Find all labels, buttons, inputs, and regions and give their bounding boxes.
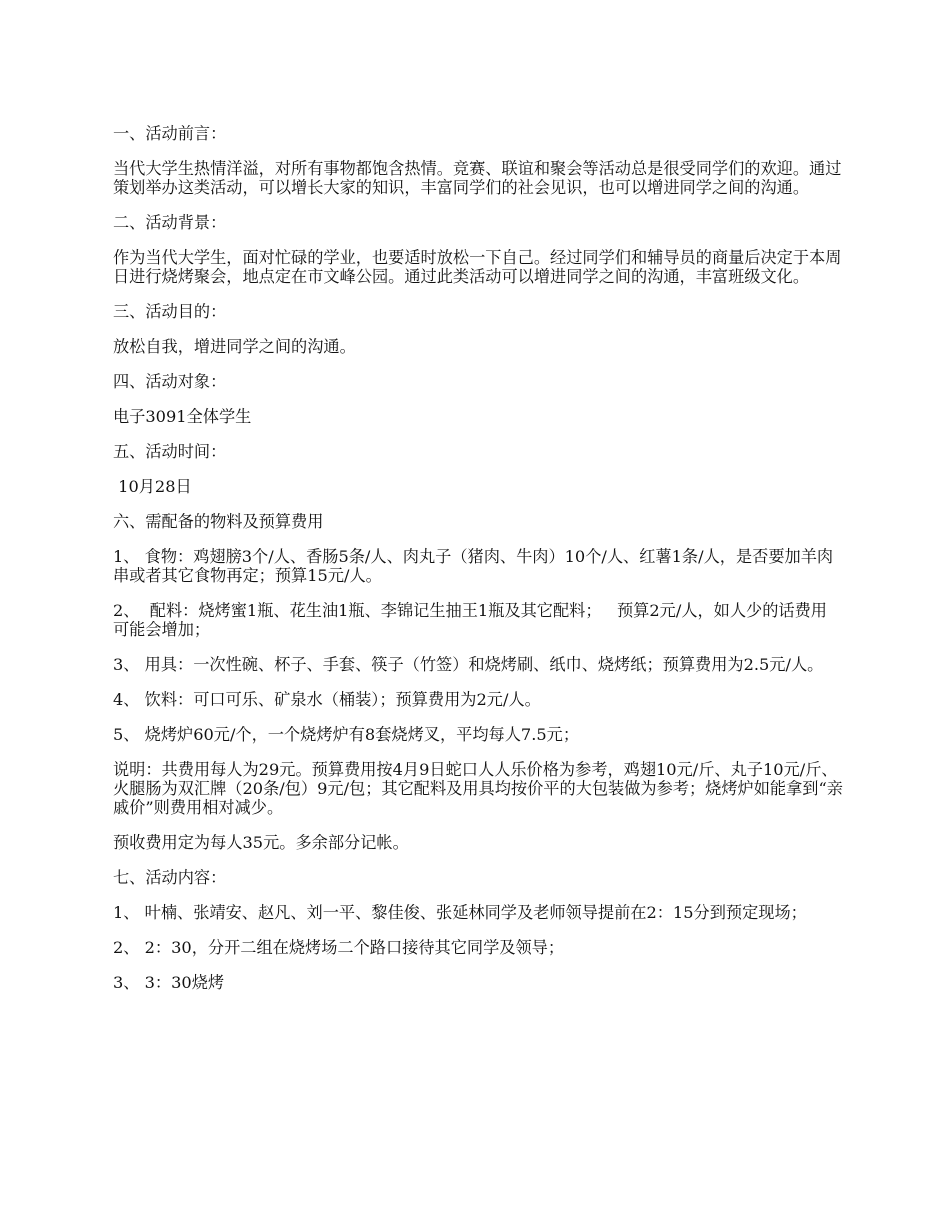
paragraph-purpose: 放松自我，增进同学之间的沟通。 xyxy=(113,337,356,356)
heading-preface: 一、活动前言： xyxy=(113,124,227,143)
heading-time: 五、活动时间： xyxy=(113,442,227,461)
paragraph-background: 作为当代大学生，面对忙碌的学业，也要适时放松一下自己。经过同学们和辅导员的商量后决定于本周日进行烧烤聚会，地点定在市文峰公园。通过此类活动可以增进同学之间的沟通，丰富班级文化。 xyxy=(113,248,842,286)
list-item-drinks: 4、 饮料：可口可乐、矿泉水（桶装）；预算费用为2元/人。 xyxy=(113,690,541,709)
list-item-arrival: 1、 叶楠、张靖安、赵凡、刘一平、黎佳俊、张延林同学及老师领导提前在2：15分到预定现场； xyxy=(113,903,807,922)
paragraph-audience: 电子3091全体学生 xyxy=(113,407,252,426)
heading-content: 七、活动内容： xyxy=(113,868,227,887)
document-body xyxy=(113,124,843,1008)
heading-purpose: 三、活动目的： xyxy=(113,302,227,321)
heading-audience: 四、活动对象： xyxy=(113,372,227,391)
heading-materials-budget: 六、需配备的物料及预算费用 xyxy=(113,512,324,531)
heading-background: 二、活动背景： xyxy=(113,213,227,232)
list-item-barbecue: 3、 3：30烧烤 xyxy=(113,973,225,992)
list-item-food: 1、 食物：鸡翅膀3个/人、香肠5条/人、肉丸子（猪肉、牛肉）10个/人、红薯1条/人，是否要加羊肉串或者其它食物再定；预算15元/人。 xyxy=(113,547,834,585)
paragraph-time: 10月28日 xyxy=(113,477,192,496)
paragraph-preface: 当代大学生热情洋溢，对所有事物都饱含热情。竞赛、联谊和聚会等活动总是很受同学们的欢迎。通过策划举办这类活动，可以增长大家的知识，丰富同学们的社会见识，也可以增进同学之间的沟通。 xyxy=(113,159,842,197)
list-item-reception: 2、 2：30，分开二组在烧烤场二个路口接待其它同学及领导； xyxy=(113,938,565,957)
list-item-grill: 5、 烧烤炉60元/个，一个烧烤炉有8套烧烤叉，平均每人7.5元； xyxy=(113,725,580,744)
paragraph-prepayment: 预收费用定为每人35元。多余部分记帐。 xyxy=(113,833,409,852)
list-item-utensils: 3、 用具：一次性碗、杯子、手套、筷子（竹签）和烧烤刷、纸巾、烧烤纸；预算费用为2.5元/人。 xyxy=(113,655,824,674)
paragraph-note: 说明：共费用每人为29元。预算费用按4月9日蛇口人人乐价格为参考，鸡翅10元/斤、丸子10元/斤、火腿肠为双汇牌（20条/包）9元/包；其它配料及用具均按价平的大包装做为参考；烧烤炉如能拿到“亲戚价”则费用相对减少。 xyxy=(113,760,843,817)
list-item-seasoning: 2、 配料：烧烤蜜1瓶、花生油1瓶、李锦记生抽王1瓶及其它配料； 预算2元/人，如人少的话费用可能会增加； xyxy=(113,601,827,639)
